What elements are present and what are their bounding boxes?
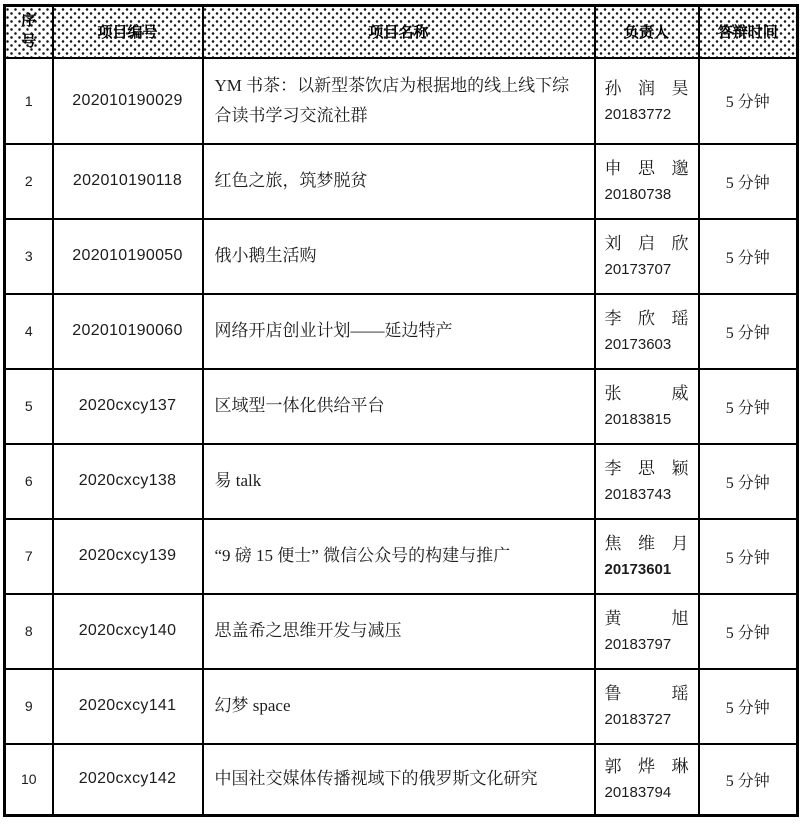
leader-name: 李 思 颖 [604, 459, 689, 478]
leader-student-id: 20173707 [604, 261, 672, 278]
leader-name: 焦 维 月 [604, 534, 689, 553]
seq-cell: 2 [5, 144, 53, 219]
project-id-cell: 202010190029 [53, 58, 203, 144]
defense-time-cell: 5 分钟 [699, 594, 798, 669]
project-name-cell: 中国社交媒体传播视域下的俄罗斯文化研究 [203, 744, 595, 816]
defense-time-cell: 5 分钟 [699, 369, 798, 444]
seq-cell: 3 [5, 219, 53, 294]
project-id-cell: 2020cxcy138 [53, 444, 203, 519]
leader-name: 郭 烨 琳 [604, 757, 689, 777]
leader-cell [595, 369, 699, 444]
leader-student-id: 20183815 [604, 411, 672, 428]
project-name-cell: 红色之旅，筑梦脱贫 [203, 144, 595, 219]
defense-time-cell: 5 分钟 [699, 744, 798, 816]
project-name-cell: 网络开店创业计划——延边特产 [203, 294, 595, 369]
leader-student-id: 20183794 [604, 784, 672, 802]
project-id-cell: 202010190050 [53, 219, 203, 294]
leader-student-id: 20183772 [604, 105, 672, 123]
leader-cell [595, 219, 699, 294]
defense-time-cell: 5 分钟 [699, 294, 798, 369]
project-id-cell: 2020cxcy140 [53, 594, 203, 669]
seq-cell: 7 [5, 519, 53, 594]
defense-time-cell: 5 分钟 [699, 519, 798, 594]
leader-name: 孙 润 昊 [604, 78, 689, 98]
defense-time-cell: 5 分钟 [699, 444, 798, 519]
table-row [5, 219, 798, 294]
project-id-cell: 2020cxcy141 [53, 669, 203, 744]
table-row [5, 58, 798, 144]
leader-student-id: 20173603 [604, 336, 672, 353]
project-name-cell: 幻梦 space [203, 669, 595, 744]
header-defense-time [699, 6, 798, 58]
seq-cell: 10 [5, 744, 53, 816]
leader-cell [595, 744, 699, 816]
leader-name: 申 思 邈 [604, 159, 689, 178]
leader-cell [595, 144, 699, 219]
leader-name: 刘 启 欣 [604, 234, 689, 253]
leader-student-id: 20183797 [604, 636, 672, 653]
header-defense-time-label: 答辩时间 [717, 25, 778, 42]
defense-time-cell: 5 分钟 [699, 144, 798, 219]
seq-cell: 1 [5, 58, 53, 144]
leader-cell [595, 58, 699, 144]
header-project-name [203, 6, 595, 58]
header-project-id-label: 项目编号 [97, 25, 158, 42]
project-id-cell: 202010190118 [53, 144, 203, 219]
project-id-cell: 2020cxcy137 [53, 369, 203, 444]
header-project-name-label: 项目名称 [368, 25, 429, 42]
project-name-cell: 思盖希之思维开发与减压 [203, 594, 595, 669]
seq-cell: 5 [5, 369, 53, 444]
leader-name: 鲁 瑶 [604, 684, 689, 703]
defense-time-cell: 5 分钟 [699, 669, 798, 744]
table-row [5, 594, 798, 669]
leader-student-id: 20180738 [604, 186, 672, 203]
leader-cell [595, 669, 699, 744]
project-id-cell: 202010190060 [53, 294, 203, 369]
seq-cell: 9 [5, 669, 53, 744]
header-project-id [53, 6, 203, 58]
project-name-cell: 俄小鹅生活购 [203, 219, 595, 294]
table-row [5, 519, 798, 594]
defense-schedule-table [3, 4, 799, 817]
leader-cell [595, 294, 699, 369]
table-row [5, 744, 798, 816]
seq-cell: 8 [5, 594, 53, 669]
seq-cell: 6 [5, 444, 53, 519]
leader-name: 李 欣 瑶 [604, 309, 689, 328]
table-row [5, 369, 798, 444]
table-row [5, 444, 798, 519]
leader-cell [595, 444, 699, 519]
defense-time-cell: 5 分钟 [699, 219, 798, 294]
table-row [5, 669, 798, 744]
defense-time-cell: 5 分钟 [699, 58, 798, 144]
project-name-cell: 易 talk [203, 444, 595, 519]
leader-student-id: 20183727 [604, 711, 672, 728]
project-name-cell: “9 磅 15 便士” 微信公众号的构建与推广 [203, 519, 595, 594]
project-name-cell: YM 书茶：以新型茶饮店为根据地的线上线下综合读书学习交流社群 [203, 58, 595, 144]
leader-student-id: 20183743 [604, 486, 672, 503]
leader-cell [595, 519, 699, 594]
seq-cell: 4 [5, 294, 53, 369]
header-seq [5, 6, 53, 58]
leader-name: 黄 旭 [604, 609, 689, 628]
leader-student-id: 20173601 [604, 561, 672, 578]
project-name-cell: 区域型一体化供给平台 [203, 369, 595, 444]
project-id-cell: 2020cxcy139 [53, 519, 203, 594]
leader-cell [595, 594, 699, 669]
header-leader-label: 负责人 [623, 25, 669, 42]
table-header-row [5, 6, 798, 58]
header-leader [595, 6, 699, 58]
table-row [5, 294, 798, 369]
header-seq-label: 序号 [21, 12, 37, 50]
table-row [5, 144, 798, 219]
leader-name: 张 威 [604, 384, 689, 403]
project-id-cell: 2020cxcy142 [53, 744, 203, 816]
